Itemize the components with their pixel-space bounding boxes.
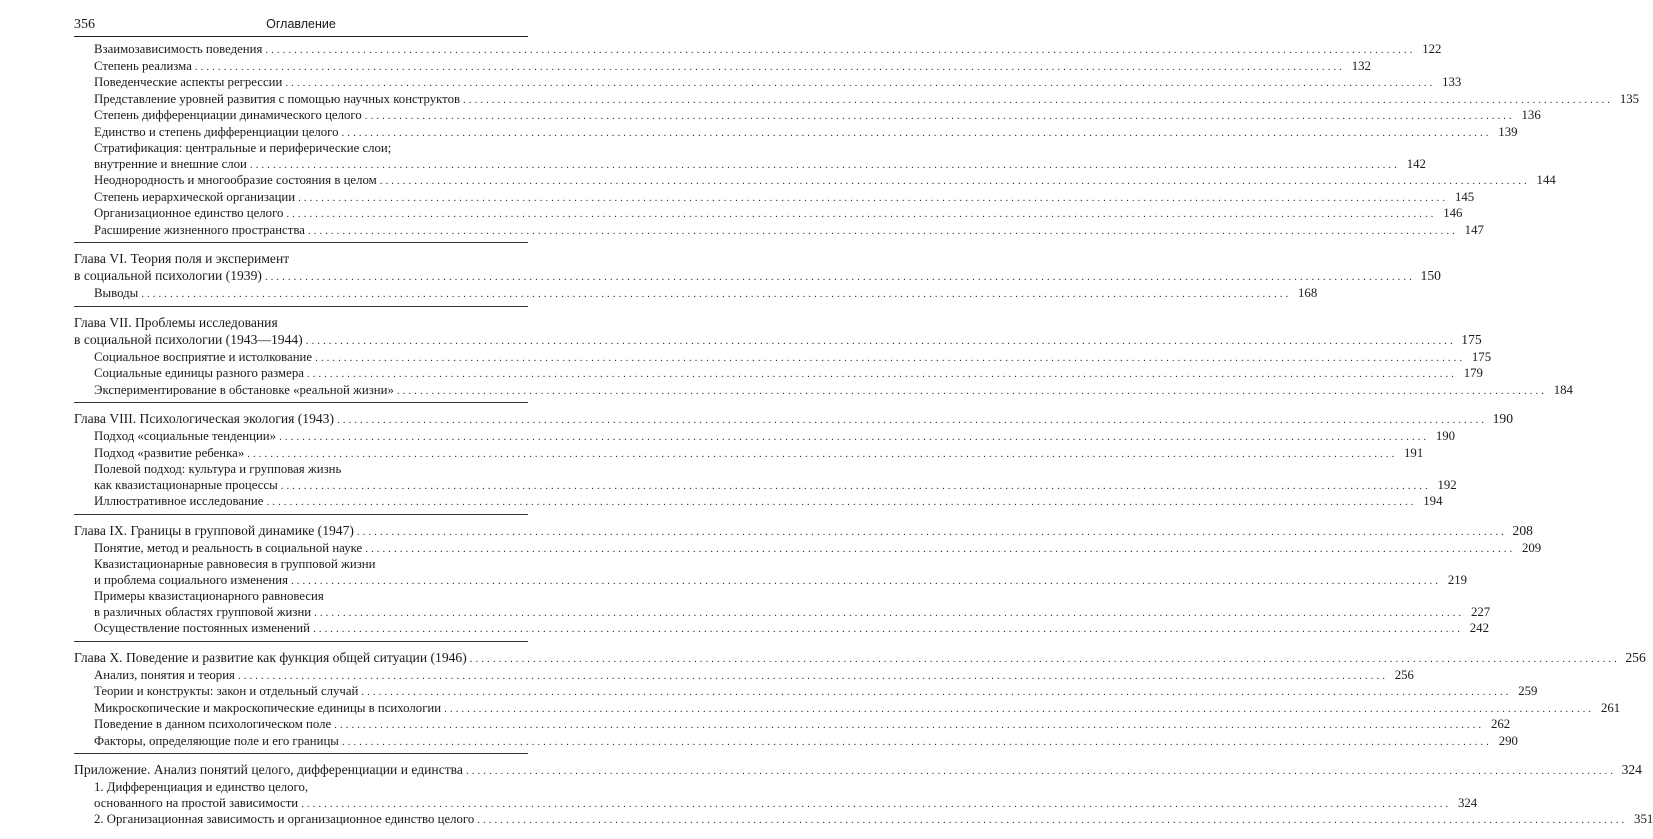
entry-page-number: 190 [1492,411,1513,426]
toc-entry[interactable] [74,684,1538,701]
entry-title: основанного на простой зависимости [94,795,299,810]
entry-page-number: 190 [1435,429,1456,443]
entry-title: Расширение жизненного пространства [94,222,305,237]
entry-page-number: 122 [1422,42,1442,56]
entry-page-number: 209 [1521,540,1542,555]
entry-text-line: Стратификация: центральные и периферические слои; [94,141,392,155]
entry-page-number: 150 [1420,268,1441,283]
entry-page-number: 136 [1521,108,1541,122]
entry-title: Глава VIII. Психологическая экология (1943) [74,411,334,426]
entry-text-line: Квазистационарные равновесия в групповой жизни [94,557,376,571]
entry-title: Степень иерархической организации [94,189,296,204]
dot-leader: ........................................................................................................................................................................................................ [379,175,1530,187]
dot-leader: ........................................................................................................................................................................................................ [337,414,1487,426]
entry-page-number: 191 [1404,445,1424,460]
running-title: Оглавление [266,17,336,31]
toc-entry[interactable] [74,494,1443,511]
chapter-block [74,250,1441,307]
entry-title: Представление уровней развития с помощью научных конструктов [94,91,461,106]
entry-page-number: 256 [1625,649,1646,665]
entry-page-number: 146 [1443,206,1463,220]
dot-leader: ........................................................................................................................................................................................................ [279,431,1430,443]
toc-entry[interactable] [74,733,1518,751]
entry-page-number: 242 [1469,621,1489,635]
dot-leader: ........................................................................................................................................................................................................ [306,368,1457,380]
entry-title: Подход «развитие ребенка» [94,445,245,460]
entry-page-number: 262 [1490,717,1511,731]
entry-title: Выводы [94,286,139,300]
table-of-contents [74,42,1653,839]
toc-entry[interactable] [74,780,1478,812]
dot-leader: ........................................................................................................................................................................................................ [364,110,1515,122]
dot-leader: ........................................................................................................................................................................................................ [264,271,1415,283]
dot-leader: ........................................................................................................................................................................................................ [237,669,1388,682]
entry-page-number: 135 [1619,91,1640,106]
dot-leader: ........................................................................................................................................................................................................ [291,574,1442,587]
entry-page-number: 194 [1423,494,1443,508]
toc-entry[interactable] [74,75,1462,92]
entry-title: Поведение в данном психологическом поле [94,717,332,731]
chapter-block [74,42,1640,243]
chapter-heading[interactable] [74,314,1482,350]
toc-entry[interactable] [74,667,1414,685]
toc-entry[interactable] [74,717,1511,734]
entry-page-number: 175 [1471,349,1492,364]
entry-page-number: 324 [1457,795,1478,810]
dot-leader: ........................................................................................................................................................................................................ [298,191,1449,204]
entry-title: Социальное восприятие и истолкование [94,349,313,364]
chapter-heading[interactable] [74,761,1642,780]
chapter-heading[interactable] [74,410,1513,429]
entry-title: Неоднородность и многообразие состояния в целом [94,173,377,187]
toc-entry[interactable] [74,557,1468,589]
toc-entry[interactable] [74,189,1475,207]
dot-leader: ........................................................................................................................................................................................................ [301,797,1452,810]
toc-entry[interactable] [74,286,1318,303]
dot-leader: ........................................................................................................................................................................................................ [465,765,1616,777]
dot-leader: ........................................................................................................................................................................................................ [307,224,1458,237]
entry-title: Теории и конструкты: закон и отдельный случай [94,684,359,698]
dot-leader: ........................................................................................................................................................................................................ [194,60,1345,73]
toc-entry[interactable] [74,141,1426,173]
toc-entry[interactable] [74,108,1541,125]
chapter-block [74,761,1653,832]
chapter-block [74,649,1646,755]
toc-entry[interactable] [74,540,1542,558]
toc-entry[interactable] [74,173,1556,190]
toc-entry[interactable] [74,589,1491,621]
toc-entry[interactable] [74,621,1489,638]
dot-leader: ........................................................................................................................................................................................................ [334,719,1485,731]
toc-entry[interactable] [74,58,1371,76]
toc-entry[interactable] [74,429,1456,446]
dot-leader: ........................................................................................................................................................................................................ [280,479,1431,492]
dot-leader: ........................................................................................................................................................................................................ [141,288,1292,300]
entry-title: внутренние и внешние слои [94,156,247,171]
entry-page-number: 227 [1470,604,1491,619]
entry-title: Единство и степень дифференциации целого [94,124,339,139]
dot-leader: ........................................................................................................................................................................................................ [312,623,1463,635]
entry-title: Социальные единицы разного размера [94,366,304,380]
entry-page-number: 144 [1536,173,1556,187]
entry-page-number: 179 [1463,366,1483,380]
entry-title: в социальной психологии (1939) [74,268,262,283]
entry-page-number: 208 [1512,522,1533,538]
toc-entry[interactable] [74,812,1653,829]
toc-entry[interactable] [74,366,1483,383]
running-header [74,14,528,37]
entry-page-number: 133 [1442,75,1462,89]
dot-leader: ........................................................................................................................................................................................................ [396,384,1547,397]
toc-entry[interactable] [74,349,1492,367]
dot-leader: ........................................................................................................................................................................................................ [285,77,1436,89]
toc-entry[interactable] [74,124,1518,142]
toc-entry[interactable] [74,462,1457,494]
entry-title: в различных областях групповой жизни [94,604,312,619]
entry-text-line: 1. Дифференциация и единство целого, [94,780,309,794]
entry-page-number: 142 [1406,156,1426,171]
entry-title: 2. Организационная зависимость и организационное единство целого [94,812,475,826]
entry-title: Поведенческие аспекты регрессии [94,75,283,89]
dot-leader: ........................................................................................................................................................................................................ [361,686,1512,698]
entry-page-number: 219 [1447,572,1468,587]
toc-entry[interactable] [74,700,1621,718]
entry-title: Осуществление постоянных изменений [94,621,310,635]
entry-page-number: 192 [1437,477,1457,492]
entry-title: Глава IX. Границы в групповой динамике (1947) [74,522,354,538]
chapter-block [74,314,1573,404]
entry-title: Подход «социальные тенденции» [94,429,277,443]
entry-page-number: 261 [1600,700,1621,715]
dot-leader: ........................................................................................................................................................................................................ [305,334,1456,347]
dot-leader: ........................................................................................................................................................................................................ [463,93,1614,106]
entry-title: Степень реализма [94,58,192,73]
dot-leader: ........................................................................................................................................................................................................ [365,542,1516,555]
entry-text-line: Глава VI. Теория поля и эксперимент [74,251,290,266]
entry-text-line: Полевой подход: культура и групповая жизнь [94,462,342,476]
toc-entry[interactable] [74,445,1424,463]
entry-page-number: 145 [1454,189,1475,204]
chapter-heading[interactable] [74,649,1646,668]
entry-page-number: 139 [1498,124,1518,139]
dot-leader: ........................................................................................................................................................................................................ [477,814,1628,826]
entry-title: Взаимозависимость поведения [94,42,263,56]
entry-title: как квазистационарные процессы [94,477,278,492]
entry-text-line: Примеры квазистационарного равновесия [94,589,324,603]
dot-leader: ........................................................................................................................................................................................................ [341,126,1492,139]
entry-page-number: 290 [1498,733,1518,748]
entry-page-number: 259 [1518,684,1538,698]
entry-title: Глава X. Поведение и развитие как функция общей ситуации (1946) [74,649,467,665]
entry-page-number: 256 [1394,667,1414,682]
chapter-heading[interactable] [74,522,1533,541]
toc-entry[interactable] [74,382,1573,400]
dot-leader: ........................................................................................................................................................................................................ [249,158,1400,171]
entry-title: в социальной психологии (1943—1944) [74,331,303,347]
entry-page-number: 351 [1634,812,1653,826]
toc-entry[interactable] [74,91,1640,109]
dot-leader: ........................................................................................................................................................................................................ [247,447,1398,460]
toc-entry[interactable] [74,222,1484,240]
entry-title: Организационное единство целого [94,206,284,220]
chapter-heading[interactable] [74,250,1441,286]
entry-page-number: 147 [1464,222,1484,237]
entry-page-number: 132 [1351,58,1371,73]
entry-title: Факторы, определяющие поле и его границы [94,733,339,748]
entry-title: Понятие, метод и реальность в социальной науке [94,540,363,555]
entry-page-number: 324 [1621,762,1642,777]
dot-leader: ........................................................................................................................................................................................................ [286,208,1437,220]
toc-entry[interactable] [74,206,1463,223]
toc-entry[interactable] [74,42,1442,59]
entry-title: Степень дифференциации динамического целого [94,108,362,122]
entry-title: Иллюстративное исследование [94,494,264,508]
page-number: 356 [74,17,95,32]
dot-leader: ........................................................................................................................................................................................................ [444,702,1595,715]
entry-title: Микроскопические и макроскопические единицы в психологии [94,700,442,715]
entry-page-number: 184 [1553,382,1573,397]
entry-title: Приложение. Анализ понятий целого, дифференциации и единства [74,762,463,777]
entry-title: Экспериментирование в обстановке «реальной жизни» [94,382,394,397]
entry-text-line: Глава VII. Проблемы исследования [74,314,278,330]
dot-leader: ........................................................................................................................................................................................................ [356,525,1507,538]
dot-leader: ........................................................................................................................................................................................................ [314,606,1465,619]
entry-page-number: 175 [1461,331,1482,347]
dot-leader: ........................................................................................................................................................................................................ [265,44,1416,56]
dot-leader: ........................................................................................................................................................................................................ [266,496,1417,508]
dot-leader: ........................................................................................................................................................................................................ [315,351,1466,364]
chapter-block [74,522,1542,642]
dot-leader: ........................................................................................................................................................................................................ [341,735,1492,748]
chapter-block [74,410,1513,515]
entry-title: и проблема социального изменения [94,572,289,587]
dot-leader: ........................................................................................................................................................................................................ [469,652,1620,665]
entry-page-number: 168 [1298,286,1318,300]
entry-title: Анализ, понятия и теория [94,667,235,682]
